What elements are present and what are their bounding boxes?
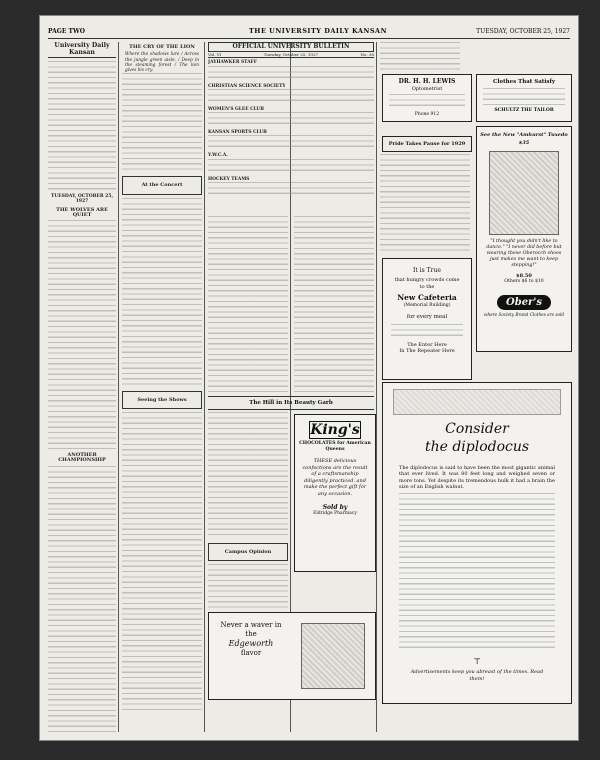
ad-symbol: ⊤ (473, 657, 481, 666)
bulletin-item-heading: HOCKEY TEAMS (208, 176, 250, 182)
concert-headline: At the Concert (141, 182, 183, 189)
bulletin-item-heading: WOMEN'S GLEE CLUB (208, 106, 264, 112)
kings-chocolates-ad (294, 414, 376, 572)
concert-body (122, 198, 202, 388)
tuxedo-price: $8.50 (516, 273, 532, 279)
cafeteria-enter: The Enter Here (407, 342, 447, 348)
campus-opinion (208, 540, 288, 610)
bulletin-item-body (208, 112, 374, 128)
bulletin-title: OFFICIAL UNIVERSITY BULLETIN (208, 42, 374, 52)
hill-headline-box (208, 396, 374, 410)
pride-box (382, 136, 472, 152)
news-body (294, 216, 374, 396)
kings-store: Eldridge Pharmacy (313, 510, 357, 516)
concert-box (122, 176, 202, 194)
cafeteria-body (391, 324, 463, 338)
bulletin-item-heading: Y.W.C.A. (208, 153, 228, 159)
lewis-optometrist-ad (382, 74, 472, 122)
issue-date: TUESDAY, OCTOBER 25, 1927 (476, 28, 570, 35)
column-features (122, 42, 202, 732)
official-bulletin (208, 42, 374, 212)
hill-headline: The Hill in Its Beauty Garb (249, 400, 333, 406)
campus-opinion-headline: Campus Opinion (224, 549, 272, 555)
tobacco-tin-illustration (301, 623, 365, 689)
diplodocus-head1: Consider (445, 421, 509, 437)
edgeworth-copy (215, 621, 287, 658)
hill-body (208, 412, 288, 538)
column-4-mid (380, 154, 470, 254)
masthead: THE UNIVERSITY DAILY KANSAN (248, 27, 388, 35)
bulletin-item-heading: CHRISTIAN SCIENCE SOCIETY (208, 83, 286, 89)
cafeteria-line2: that hungry crowds come to the (394, 277, 460, 290)
news-body (380, 154, 470, 254)
edgeworth-name: Edgeworth (228, 639, 274, 648)
lewis-body (389, 94, 465, 110)
obers-tuxedo-ad (476, 126, 572, 352)
schultz-tailor-ad (476, 74, 572, 122)
pride-headline: Pride Takes Pause for 1929 (388, 141, 466, 147)
tuxedo-headline: See the New "Amhurst" Tuxedo $35 (480, 132, 568, 146)
cafeteria-ad (382, 258, 472, 380)
column-editorial (48, 42, 116, 732)
poem-title: THE CRY OF THE LION (129, 44, 195, 50)
kings-sub: CHOCOLATES for American Queens (299, 441, 371, 452)
shows-box (122, 391, 202, 409)
poem-text: Where the shadows lure / Across the jungle green aisle, / Deep in the steaming forest / The lion gives his cry. (125, 52, 199, 74)
cafeteria-name: New Cafeteria (397, 293, 457, 302)
staff-box (48, 61, 116, 191)
cafeteria-rep: In The Repeater Here (399, 348, 455, 354)
news-body (208, 412, 288, 538)
shows-headline: Seeing the Shows (137, 396, 187, 403)
dancing-couple-illustration (489, 151, 559, 235)
column-rule (118, 42, 119, 732)
shows-body (122, 412, 202, 712)
page-label: PAGE TWO (48, 28, 85, 35)
news-body (208, 216, 288, 396)
obers-logo: Ober's (497, 295, 551, 310)
kings-copy: THESE delicious confections are the result of a craftsmanship diligently practiced, and make the perfect gift for any occasion. (302, 458, 368, 497)
bulletin-vol: Vol. VI (208, 52, 222, 57)
lewis-phone: Phone 912 (414, 112, 440, 117)
kings-logo: King's (310, 422, 360, 438)
bulletin-meta (208, 52, 374, 58)
obers-tagline: where Society Brand Clothes are sold (483, 312, 565, 317)
clothes-body (483, 88, 565, 106)
column-news-b (294, 216, 374, 396)
bulletin-item-body (208, 66, 374, 82)
diplodocus-head2: the diplodocus (424, 439, 530, 455)
edgeworth-ad (208, 612, 376, 700)
cafeteria-line3: for every meal (406, 314, 448, 320)
edgeworth-line2: flavor (240, 649, 262, 657)
nameplate: University Daily Kansan (48, 42, 116, 58)
bulletin-item-body (208, 182, 374, 198)
decorative-band (393, 389, 561, 415)
bulletin-item-heading: KANSAN SPORTS CLUB (208, 130, 267, 136)
cafeteria-line1: It is True (413, 267, 441, 274)
clothes-title: Clothes That Satisfy (492, 79, 556, 85)
bulletin-no: No. 38 (360, 52, 374, 57)
editorial-body (48, 466, 116, 732)
tuxedo-quote: "I thought you didn't like to dance." "I never did before but wearing these Oberocch shoes just makes me want to keep stepping!" (486, 239, 562, 268)
bulletin-item-body (208, 89, 374, 105)
bulletin-item-body (208, 159, 374, 175)
page-header (48, 26, 570, 39)
opinion-body (208, 564, 288, 610)
kings-sold: Sold by (322, 503, 348, 511)
diplodocus-body (399, 493, 555, 649)
news-body (380, 42, 460, 72)
editorial-body (48, 220, 116, 450)
diplodocus-copy: The diplodocus is said to have been the most gigantic animal that ever lived. It was 80 feet long and weighed seven or more tons. Yet despite its tremendous bulk it had a brain the size of an English walnut. (399, 465, 555, 491)
lewis-title: Optometrist (411, 86, 443, 92)
bulletin-date: Tuesday, October 25, 1927 (263, 52, 319, 57)
tuxedo-price-others: Others $6 to $10 (504, 279, 544, 284)
editorial-headline-1: THE WOLVES ARE QUIET (56, 206, 108, 218)
diplodocus-ad (382, 382, 572, 704)
editorial-date: TUESDAY, OCTOBER 25, 1927 (50, 194, 114, 205)
diplodocus-sig: Advertisements keep you abreast of the times. Read them! (410, 669, 544, 682)
column-rule (204, 42, 205, 732)
column-news-a (208, 216, 288, 396)
editorial-headline-2: ANOTHER CHAMPIONSHIP (58, 452, 106, 464)
bulletin-items (208, 60, 374, 198)
column-rule (376, 42, 377, 732)
edgeworth-line1: Never a waver in the (220, 621, 282, 638)
poem-body (122, 73, 202, 173)
newspaper-page (40, 16, 578, 740)
column-4-top (380, 42, 460, 72)
cafeteria-building: (Memorial Building) (403, 303, 451, 308)
bulletin-item-body (208, 135, 374, 151)
clothes-sub: SCHULTZ THE TAILOR (494, 108, 554, 113)
bulletin-item-heading: JAYHAWKER STAFF (208, 60, 257, 66)
lewis-name: DR. H. H. LEWIS (398, 78, 456, 85)
